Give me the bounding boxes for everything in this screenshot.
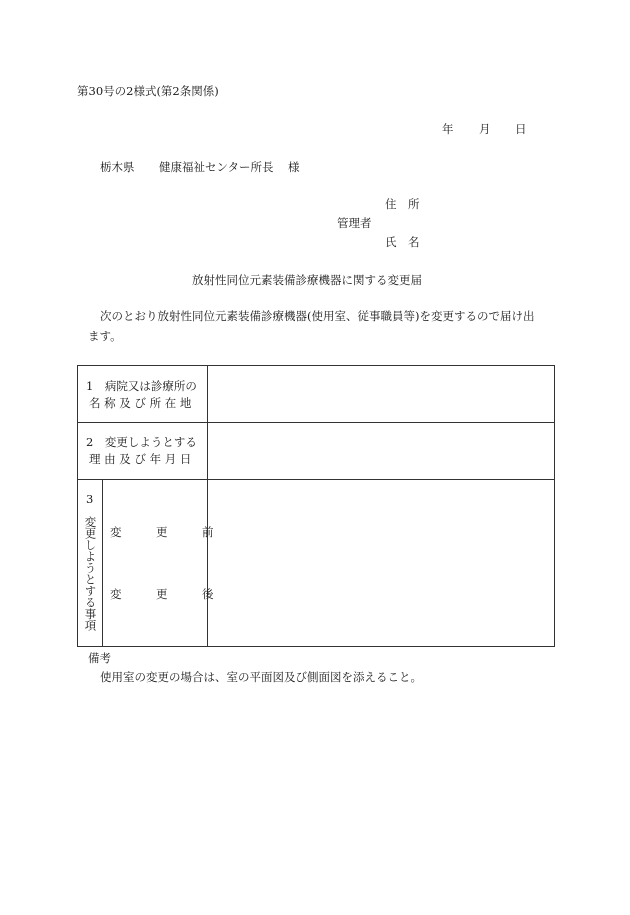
applicant-role-label: 管理者 bbox=[337, 216, 372, 230]
before-change-label: 変 更 前 bbox=[110, 525, 214, 539]
date-month-label: 月 bbox=[479, 122, 491, 136]
row2-label-line2: 理 由 及 び 年 月 日 bbox=[89, 452, 192, 466]
applicant-name-label: 氏 名 bbox=[385, 235, 420, 249]
document-title: 放射性同位元素装備診療機器に関する変更届 bbox=[192, 273, 422, 287]
row1-label-line2: 名 称 及 び 所 在 地 bbox=[89, 396, 192, 410]
form-table bbox=[77, 365, 555, 647]
change-details-field[interactable] bbox=[208, 480, 554, 646]
row3-number: 3 bbox=[86, 492, 94, 506]
change-reason-date-field[interactable] bbox=[208, 423, 554, 479]
date-year-label: 年 bbox=[442, 122, 454, 136]
body-text-line1: 次のとおり放射性同位元素装備診療機器(使用室、従事職員等)を変更するので届け出 bbox=[100, 309, 535, 323]
after-change-label: 変 更 後 bbox=[110, 587, 214, 601]
column-divider bbox=[102, 479, 103, 646]
notes-text: 使用室の変更の場合は、室の平面図及び側面図を添えること。 bbox=[100, 670, 422, 684]
row1-label-line1: 1 病院又は診療所の bbox=[86, 379, 197, 393]
addressee-prefecture: 栃木県 bbox=[100, 160, 135, 174]
row2-label-line1: 2 変更しようとする bbox=[86, 435, 197, 449]
notes-heading: 備考 bbox=[88, 651, 111, 665]
applicant-address-label: 住 所 bbox=[385, 197, 420, 211]
form-number: 第30号の2様式(第2条関係) bbox=[77, 84, 219, 98]
addressee-honorific: 様 bbox=[288, 160, 300, 174]
row3-vertical-label: 変更しようとする事項 bbox=[83, 516, 98, 631]
hospital-name-address-field[interactable] bbox=[208, 366, 554, 422]
date-day-label: 日 bbox=[515, 122, 527, 136]
addressee-title: 健康福祉センター所長 bbox=[159, 160, 274, 174]
body-text-line2: ます。 bbox=[88, 329, 122, 343]
